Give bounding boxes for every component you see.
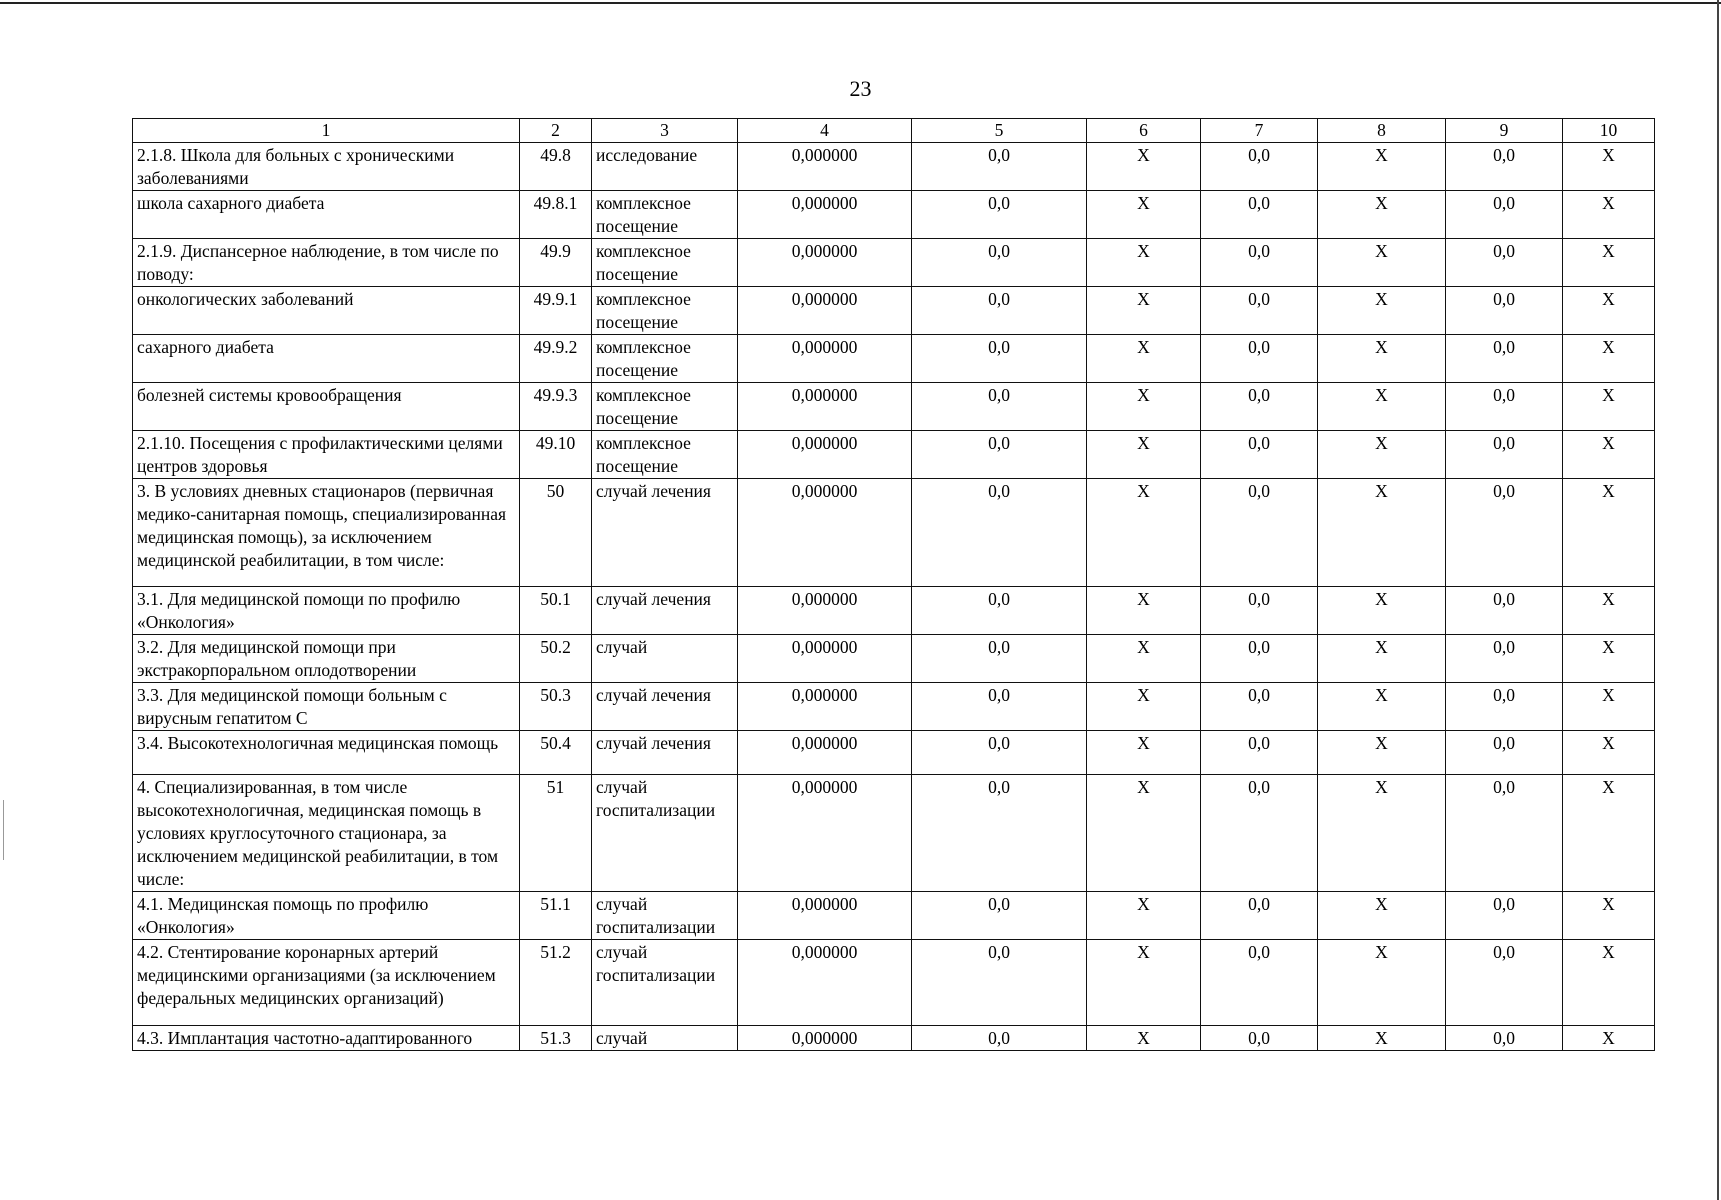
row-col5-cell: 0,0 [912,892,1087,940]
row-col5-cell: 0,0 [912,239,1087,287]
row-unit-cell: комплексное посещение [592,335,738,383]
row-col7-cell: 0,0 [1201,683,1318,731]
data-table [132,118,1655,1051]
table-row [133,1026,1655,1051]
row-code-cell: 50.1 [520,587,592,635]
row-unit-cell: исследование [592,143,738,191]
row-code-cell: 49.9.1 [520,287,592,335]
row-col4-cell: 0,000000 [738,683,912,731]
row-code-cell: 49.9.2 [520,335,592,383]
row-col8-cell: X [1318,1026,1446,1051]
right-rule [1717,0,1719,1200]
row-unit-cell: случай лечения [592,731,738,775]
row-unit-cell: случай [592,1026,738,1051]
row-col7-cell: 0,0 [1201,335,1318,383]
row-col6-cell: X [1087,587,1201,635]
row-unit-cell: случай госпитализации [592,892,738,940]
row-col5-cell: 0,0 [912,731,1087,775]
row-name-cell: 4.1. Медицинская помощь по профилю «Онкология» [133,892,520,940]
row-col6-cell: X [1087,191,1201,239]
row-col4-cell: 0,000000 [738,940,912,1026]
row-name-cell: 4. Специализированная, в том числе высокотехнологичная, медицинская помощь в условиях круглосуточного стационара, за исключением медицинской реабилитации, в том числе: [133,775,520,892]
row-col8-cell: X [1318,940,1446,1026]
page-number: 23 [849,76,872,101]
row-col4-cell: 0,000000 [738,335,912,383]
row-code-cell: 51.3 [520,1026,592,1051]
row-name-cell: онкологических заболеваний [133,287,520,335]
row-col5-cell: 0,0 [912,191,1087,239]
row-col5-cell: 0,0 [912,479,1087,587]
row-name-cell: 3.2. Для медицинской помощи при экстракорпоральном оплодотворении [133,635,520,683]
row-col10-cell: X [1563,191,1655,239]
row-col7-cell: 0,0 [1201,775,1318,892]
row-name-cell: 4.3. Имплантация частотно-адаптированного [133,1026,520,1051]
row-col7-cell: 0,0 [1201,191,1318,239]
header-row [133,119,1655,143]
row-col8-cell: X [1318,143,1446,191]
row-name-cell: 3.4. Высокотехнологичная медицинская помощь [133,731,520,775]
row-col8-cell: X [1318,431,1446,479]
row-col9-cell: 0,0 [1446,479,1563,587]
row-col4-cell: 0,000000 [738,383,912,431]
row-col10-cell: X [1563,143,1655,191]
table-row [133,479,1655,587]
row-col4-cell: 0,000000 [738,587,912,635]
row-col4-cell: 0,000000 [738,143,912,191]
row-name-cell: болезней системы кровообращения [133,383,520,431]
row-col7-cell: 0,0 [1201,587,1318,635]
row-name-cell: 2.1.10. Посещения с профилактическими целями центров здоровья [133,431,520,479]
row-col4-cell: 0,000000 [738,1026,912,1051]
row-col9-cell: 0,0 [1446,239,1563,287]
row-col9-cell: 0,0 [1446,143,1563,191]
table-row [133,431,1655,479]
row-name-cell: 2.1.9. Диспансерное наблюдение, в том числе по поводу: [133,239,520,287]
table-row [133,143,1655,191]
row-unit-cell: комплексное посещение [592,287,738,335]
row-col5-cell: 0,0 [912,683,1087,731]
row-code-cell: 49.8 [520,143,592,191]
header-cell-9: 9 [1446,119,1563,143]
row-col8-cell: X [1318,191,1446,239]
row-col10-cell: X [1563,775,1655,892]
table-row [133,892,1655,940]
row-col8-cell: X [1318,239,1446,287]
header-cell-4: 4 [738,119,912,143]
row-col10-cell: X [1563,383,1655,431]
row-col8-cell: X [1318,587,1446,635]
row-col4-cell: 0,000000 [738,239,912,287]
row-col7-cell: 0,0 [1201,731,1318,775]
row-col10-cell: X [1563,587,1655,635]
row-col9-cell: 0,0 [1446,731,1563,775]
row-col5-cell: 0,0 [912,1026,1087,1051]
row-col4-cell: 0,000000 [738,479,912,587]
row-col8-cell: X [1318,635,1446,683]
row-col6-cell: X [1087,143,1201,191]
row-col7-cell: 0,0 [1201,287,1318,335]
row-col5-cell: 0,0 [912,635,1087,683]
table-row [133,683,1655,731]
row-col6-cell: X [1087,479,1201,587]
row-unit-cell: случай [592,635,738,683]
table-row [133,940,1655,1026]
row-col6-cell: X [1087,239,1201,287]
row-col7-cell: 0,0 [1201,940,1318,1026]
row-col10-cell: X [1563,479,1655,587]
row-col7-cell: 0,0 [1201,383,1318,431]
row-col9-cell: 0,0 [1446,287,1563,335]
row-col6-cell: X [1087,335,1201,383]
row-col4-cell: 0,000000 [738,191,912,239]
table-row [133,635,1655,683]
row-name-cell: сахарного диабета [133,335,520,383]
row-col8-cell: X [1318,775,1446,892]
row-col9-cell: 0,0 [1446,191,1563,239]
table-row [133,775,1655,892]
row-unit-cell: комплексное посещение [592,383,738,431]
row-col7-cell: 0,0 [1201,143,1318,191]
row-col4-cell: 0,000000 [738,775,912,892]
row-col6-cell: X [1087,731,1201,775]
row-col10-cell: X [1563,239,1655,287]
header-cell-6: 6 [1087,119,1201,143]
row-unit-cell: случай госпитализации [592,940,738,1026]
row-code-cell: 50.3 [520,683,592,731]
row-col6-cell: X [1087,940,1201,1026]
row-col10-cell: X [1563,1026,1655,1051]
row-code-cell: 50.4 [520,731,592,775]
header-cell-10: 10 [1563,119,1655,143]
row-col6-cell: X [1087,1026,1201,1051]
row-name-cell: 4.2. Стентирование коронарных артерий медицинскими организациями (за исключением федеральных медицинских организаций) [133,940,520,1026]
row-col4-cell: 0,000000 [738,731,912,775]
row-col5-cell: 0,0 [912,383,1087,431]
row-col7-cell: 0,0 [1201,892,1318,940]
table-row [133,731,1655,775]
row-col7-cell: 0,0 [1201,239,1318,287]
row-col7-cell: 0,0 [1201,635,1318,683]
row-unit-cell: комплексное посещение [592,239,738,287]
row-col9-cell: 0,0 [1446,775,1563,892]
row-name-cell: 3.1. Для медицинской помощи по профилю «Онкология» [133,587,520,635]
row-unit-cell: случай лечения [592,683,738,731]
row-name-cell: школа сахарного диабета [133,191,520,239]
row-col8-cell: X [1318,892,1446,940]
row-col9-cell: 0,0 [1446,940,1563,1026]
row-code-cell: 49.10 [520,431,592,479]
row-col10-cell: X [1563,287,1655,335]
row-code-cell: 51.1 [520,892,592,940]
row-col10-cell: X [1563,731,1655,775]
header-cell-3: 3 [592,119,738,143]
row-col9-cell: 0,0 [1446,335,1563,383]
row-unit-cell: комплексное посещение [592,191,738,239]
row-code-cell: 51.2 [520,940,592,1026]
row-col5-cell: 0,0 [912,143,1087,191]
row-col9-cell: 0,0 [1446,683,1563,731]
row-col8-cell: X [1318,731,1446,775]
table-row [133,383,1655,431]
row-col7-cell: 0,0 [1201,1026,1318,1051]
row-col9-cell: 0,0 [1446,431,1563,479]
row-col9-cell: 0,0 [1446,383,1563,431]
row-col8-cell: X [1318,287,1446,335]
table-row [133,191,1655,239]
row-col4-cell: 0,000000 [738,431,912,479]
row-name-cell: 2.1.8. Школа для больных с хроническими заболеваниями [133,143,520,191]
row-col10-cell: X [1563,892,1655,940]
row-col6-cell: X [1087,635,1201,683]
row-col8-cell: X [1318,683,1446,731]
scan-mark [3,800,4,860]
row-col5-cell: 0,0 [912,335,1087,383]
header-cell-1: 1 [133,119,520,143]
table-row [133,335,1655,383]
row-code-cell: 50 [520,479,592,587]
row-code-cell: 49.9.3 [520,383,592,431]
row-code-cell: 49.9 [520,239,592,287]
row-col4-cell: 0,000000 [738,635,912,683]
row-col6-cell: X [1087,287,1201,335]
row-name-cell: 3.3. Для медицинской помощи больным с вирусным гепатитом С [133,683,520,731]
row-col10-cell: X [1563,635,1655,683]
row-col8-cell: X [1318,383,1446,431]
row-col9-cell: 0,0 [1446,635,1563,683]
row-col10-cell: X [1563,940,1655,1026]
row-col4-cell: 0,000000 [738,892,912,940]
row-unit-cell: случай госпитализации [592,775,738,892]
row-unit-cell: комплексное посещение [592,431,738,479]
top-rule [0,2,1721,4]
row-col5-cell: 0,0 [912,287,1087,335]
row-col6-cell: X [1087,775,1201,892]
row-col10-cell: X [1563,431,1655,479]
row-col10-cell: X [1563,683,1655,731]
row-code-cell: 50.2 [520,635,592,683]
row-col4-cell: 0,000000 [738,287,912,335]
table-row [133,287,1655,335]
table-row [133,239,1655,287]
row-col8-cell: X [1318,479,1446,587]
row-col5-cell: 0,0 [912,431,1087,479]
row-unit-cell: случай лечения [592,587,738,635]
row-col8-cell: X [1318,335,1446,383]
row-col6-cell: X [1087,683,1201,731]
row-unit-cell: случай лечения [592,479,738,587]
header-cell-8: 8 [1318,119,1446,143]
row-code-cell: 49.8.1 [520,191,592,239]
row-code-cell: 51 [520,775,592,892]
table-row [133,587,1655,635]
header-cell-7: 7 [1201,119,1318,143]
row-col9-cell: 0,0 [1446,587,1563,635]
row-col10-cell: X [1563,335,1655,383]
row-col9-cell: 0,0 [1446,892,1563,940]
row-col6-cell: X [1087,383,1201,431]
row-col5-cell: 0,0 [912,940,1087,1026]
header-cell-2: 2 [520,119,592,143]
row-col6-cell: X [1087,431,1201,479]
row-col7-cell: 0,0 [1201,431,1318,479]
row-col9-cell: 0,0 [1446,1026,1563,1051]
row-col5-cell: 0,0 [912,775,1087,892]
row-name-cell: 3. В условиях дневных стационаров (первичная медико-санитарная помощь, специализированная медицинская помощь), за исключением медицинской реабилитации, в том числе: [133,479,520,587]
row-col5-cell: 0,0 [912,587,1087,635]
header-cell-5: 5 [912,119,1087,143]
row-col7-cell: 0,0 [1201,479,1318,587]
row-col6-cell: X [1087,892,1201,940]
